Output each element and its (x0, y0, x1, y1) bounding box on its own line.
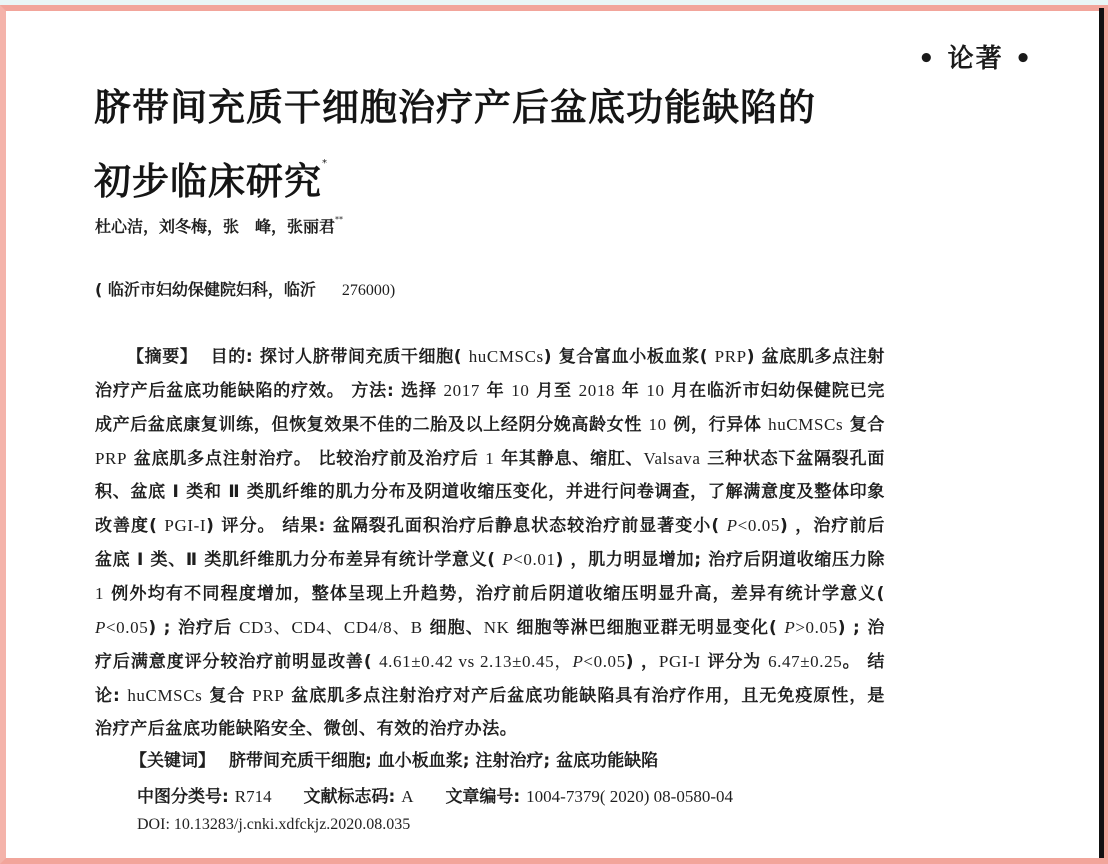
classification-line (137, 782, 733, 807)
abstract-segment: 盆底肌多点注射治疗。 比较治疗前及治疗后 (127, 449, 486, 469)
abstract-segment: <0.05 (105, 618, 149, 637)
abstract-segment: P (726, 516, 738, 535)
clc-label: 中图分类号: (137, 787, 229, 807)
abstract-segment: 月至 (529, 381, 579, 401)
right-edge-rule (1099, 8, 1104, 858)
abstract-segment: NK (483, 618, 510, 637)
title-footnote-mark: * (322, 158, 328, 169)
abstract (95, 340, 885, 746)
doc-code-value: A (401, 787, 414, 806)
abstract-segment: 盆底肌多点注射治疗对产后盆底功能缺陷具有治疗作用，且无免疫原性，是治疗产后盆底功能缺陷安全、微创、有效的治疗办法。 (95, 686, 885, 739)
abstract-segment: ) 评分。 结果: 盆隔裂孔面积治疗后静息状态较治疗前显著变小( (206, 516, 727, 536)
title-line-1: 脐带间充质干细胞治疗产后盆底功能缺陷的 (94, 86, 816, 129)
abstract-segment: 例外均有不同程度增加，整体呈现上升趋势，治疗前后阴道收缩压明显升高，差异有统计学意义( (104, 584, 885, 604)
section-tag: • 论著 • (918, 44, 1034, 74)
abstract-segment: ) ; 治疗后满意度评分较治疗前明显改善( (95, 618, 886, 672)
abstract-segment: 10 (648, 415, 667, 434)
abstract-segment: ) ， (625, 652, 659, 672)
keywords-value: 脐带间充质干细胞; 血小板血浆; 注射治疗; 盆底功能缺陷 (229, 751, 659, 771)
abstract-segment: <0.01 (513, 550, 556, 569)
abstract-segment: 细胞等淋巴细胞亚群无明显变化( (509, 618, 785, 638)
paper-title (94, 80, 816, 210)
abstract-segment: PGI-I (164, 516, 207, 535)
affiliation (95, 277, 395, 300)
doc-code-label: 文献标志码: (303, 787, 396, 807)
abstract-segment: 10 (511, 381, 530, 400)
article-no-label: 文章编号: (445, 787, 521, 807)
abstract-segment: 月在临沂市妇幼保健院已完成产后盆底康复训练，但恢复效果不佳的二胎及以上经阴分娩高龄女性 (95, 381, 886, 435)
abstract-segment: PRP (95, 449, 128, 468)
abstract-segment: PRP (714, 347, 747, 366)
abstract-segment: 评分为 (700, 652, 769, 672)
abstract-body (95, 347, 885, 739)
authors-text: 杜心洁，刘冬梅，张 峰，张丽君 (95, 217, 336, 236)
abstract-segment: 6.47±0.25 (768, 652, 843, 671)
abstract-segment: P (784, 618, 796, 637)
abstract-segment: huCMSCs (468, 347, 544, 366)
keywords (130, 746, 658, 771)
abstract-segment: 10 (646, 381, 665, 400)
abstract-segment: 年 (615, 381, 647, 401)
abstract-segment: ) ，治疗前后盆底 Ⅰ 类、Ⅱ 类肌纤维肌力分布差异有统计学意义( (95, 516, 885, 570)
doi: DOI: 10.13283/j.cnki.xdfckjz.2020.08.035 (137, 816, 411, 833)
abstract-segment: ) 复合富血小板血浆( (543, 347, 715, 367)
abstract-segment: CD3、CD4、CD4/8、B (239, 618, 423, 637)
abstract-segment: 年 (479, 381, 512, 401)
author-footnote-mark: ** (335, 215, 344, 224)
abstract-segment: 2017 (443, 381, 480, 400)
abstract-segment: P (95, 618, 106, 637)
abstract-segment: 复合 (202, 686, 253, 706)
abstract-segment: PRP (252, 686, 285, 705)
clc-value: R714 (234, 787, 272, 806)
abstract-segment: ) ，肌力明显增加; 治疗后阴道收缩压力除 (555, 550, 885, 570)
abstract-segment: P (502, 550, 514, 569)
article-no-value: 1004-7379( 2020) 08-0580-04 (526, 787, 733, 806)
abstract-segment: >0.05 (795, 618, 838, 637)
author-list (95, 214, 343, 237)
abstract-segment: ) 盆底肌多点注射治疗产后盆底功能缺陷的疗效。 方法: 选择 (95, 347, 886, 401)
keywords-label: 【关键词】 (130, 751, 215, 771)
abstract-segment: PGI-I (658, 652, 701, 671)
abstract-segment: <0.05 (737, 516, 780, 535)
title-line-2-text: 初步临床研究 (94, 160, 322, 203)
abstract-segment: Valsava (643, 449, 701, 468)
abstract-segment: P (572, 652, 584, 671)
abstract-segment: 三种状态下盆隔裂孔面积、盆底 Ⅰ 类和 Ⅱ 类肌纤维的肌力分布及阴道收缩压变化，并进行问卷调查，了解满意度及整体印象改善度( (95, 449, 885, 536)
abstract-segment: 2018 (578, 381, 616, 400)
affiliation-text: ( 临沂市妇幼保健院妇科，临沂 (95, 280, 316, 299)
title-line-2 (94, 136, 816, 210)
abstract-segment: huCMSCs (768, 415, 844, 434)
abstract-segment: 。 结论: (95, 652, 885, 706)
abstract-segment: 例，行异体 (666, 415, 769, 435)
abstract-segment: huCMSCs (127, 686, 203, 705)
abstract-segment: 目的: 探讨人脐带间充质干细胞( (210, 347, 469, 367)
abstract-segment: 1 (95, 584, 105, 603)
affiliation-zip: 276000) (341, 282, 396, 299)
abstract-segment: 1 (485, 449, 495, 468)
abstract-segment: 年其静息、缩肛、 (494, 449, 644, 469)
abstract-segment: 复合 (843, 415, 885, 435)
abstract-segment: 细胞、 (422, 618, 484, 638)
abstract-segment: <0.05 (583, 652, 626, 671)
abstract-segment: 4.61±0.42 vs 2.13±0.45， (379, 652, 573, 671)
abstract-segment: ) ; 治疗后 (148, 618, 240, 638)
abstract-label: 【摘要】 (127, 347, 198, 367)
